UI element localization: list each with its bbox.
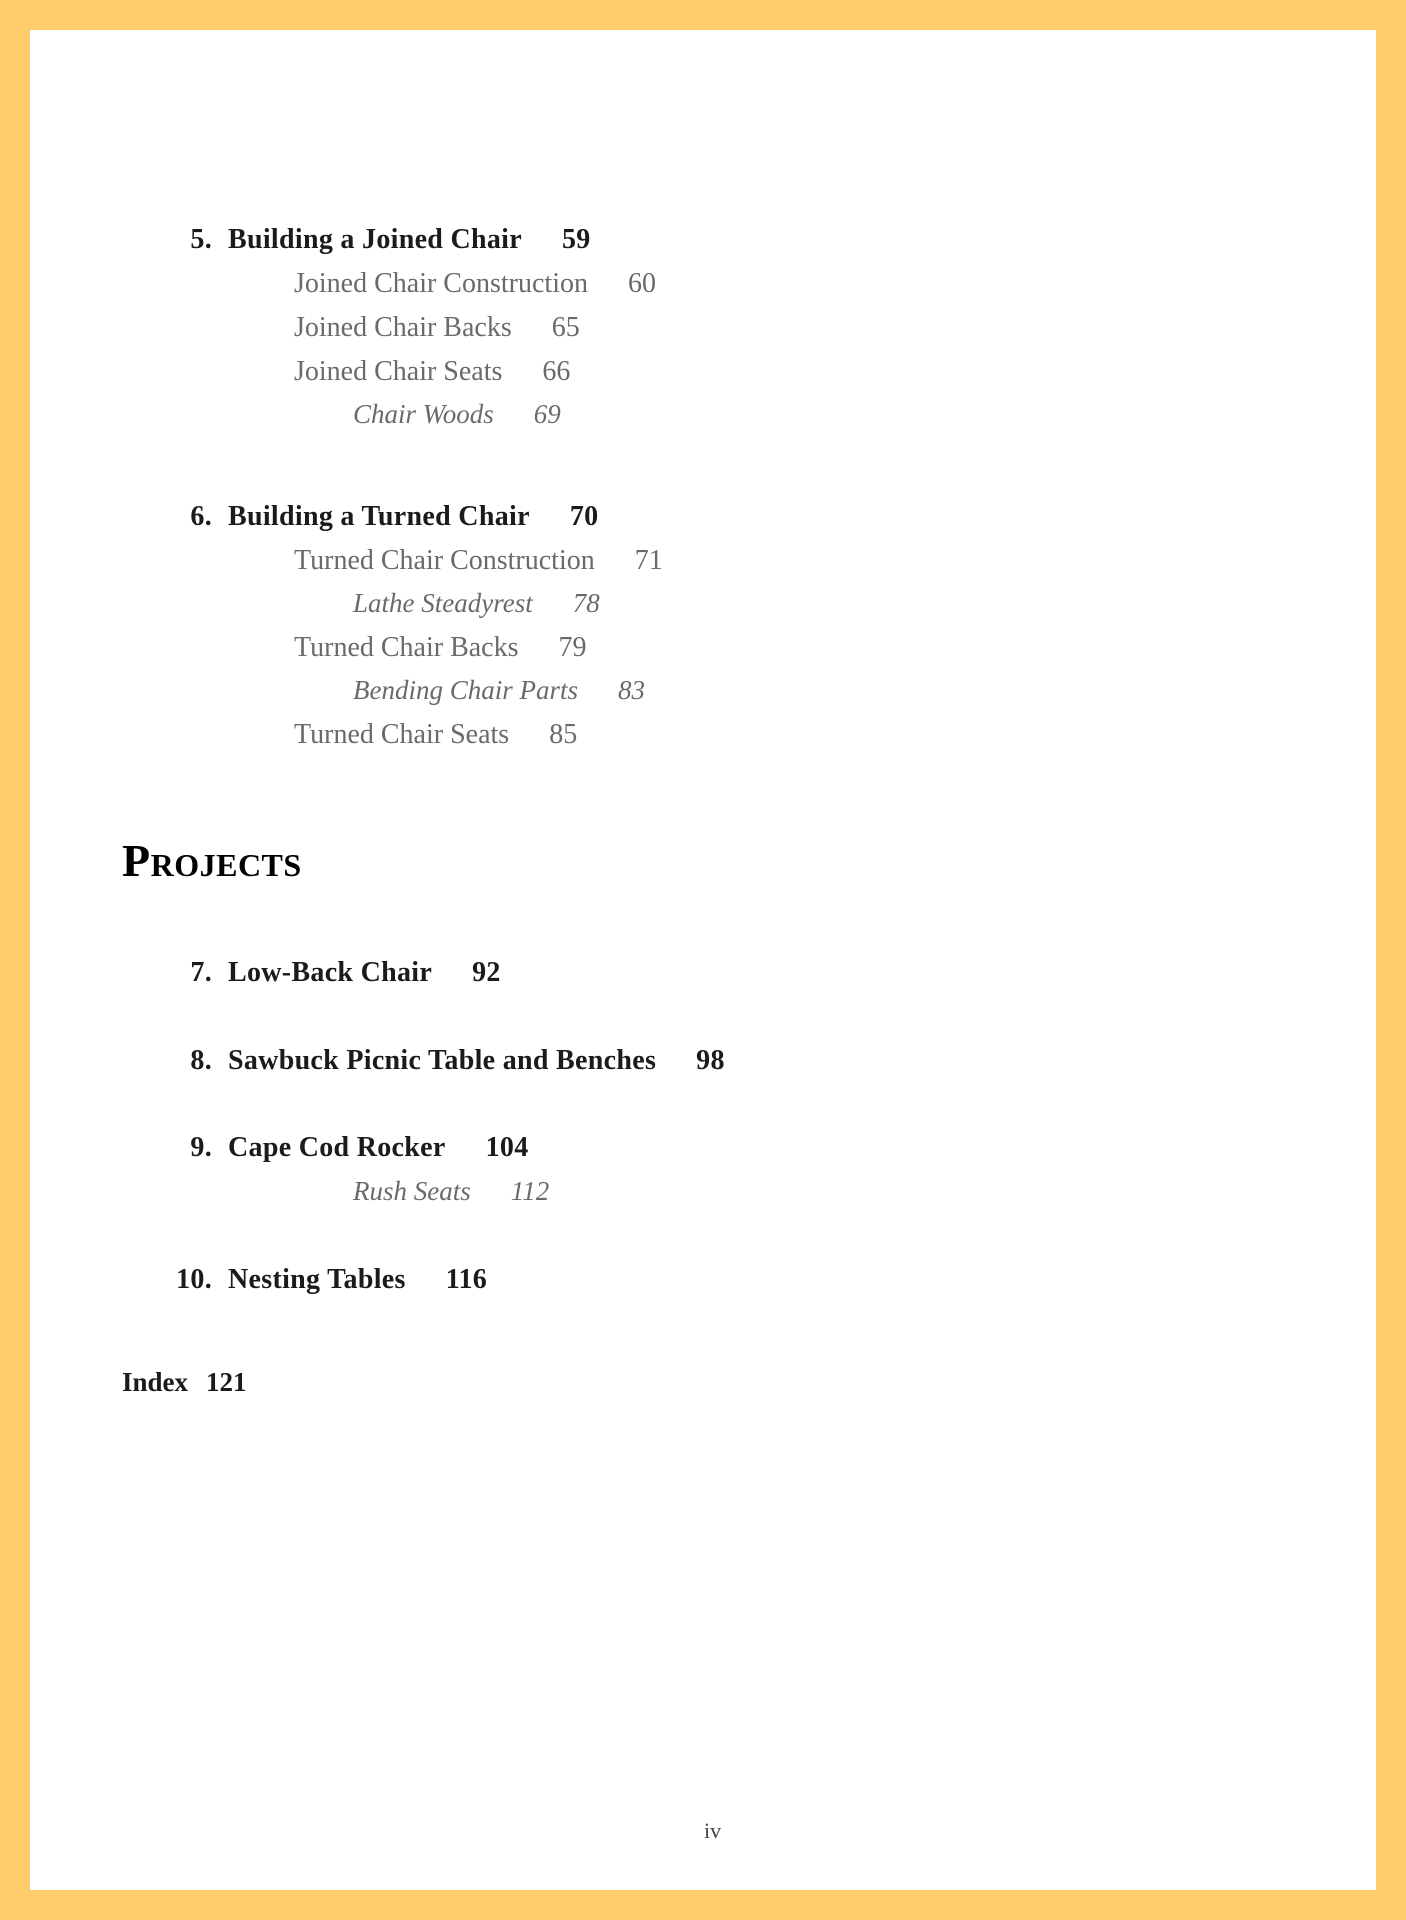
section-page-number: 71 [634,545,663,576]
toc-sidebar-chair-woods[interactable] [353,401,561,428]
toc-sidebar-lathe-steadyrest[interactable] [353,590,600,617]
section-title: Joined Chair Construction [294,268,588,299]
page-folio: iv [704,1818,722,1843]
toc-page [30,30,1376,1890]
toc-section-turned-chair-construction[interactable] [294,547,663,575]
sidebar-title: Chair Woods [353,399,494,429]
chapter-page-number: 98 [696,1045,725,1076]
toc-chapter-8[interactable] [172,1047,725,1075]
chapter-title: Sawbuck Picnic Table and Benches [228,1045,657,1076]
toc-section-turned-chair-seats[interactable] [294,721,577,749]
toc-chapter-10[interactable] [172,1266,487,1294]
toc-chapter-7[interactable] [172,959,501,987]
sidebar-page-number: 112 [510,1176,550,1206]
chapter-number: 7. [190,957,212,988]
chapter-title: Cape Cod Rocker [228,1132,446,1163]
chapter-page-number: 59 [561,224,591,255]
chapter-page-number: 92 [472,957,501,988]
section-title: Turned Chair Construction [294,545,595,576]
section-title: Joined Chair Seats [294,356,503,387]
toc-sidebar-rush-seats[interactable] [353,1178,549,1205]
sidebar-title: Lathe Steadyrest [353,588,533,618]
sidebar-title: Bending Chair Parts [353,675,579,705]
section-title: Turned Chair Backs [294,632,519,663]
chapter-title: Building a Joined Chair [228,224,522,255]
toc-index[interactable] [122,1369,247,1396]
toc-chapter-5[interactable] [172,226,591,254]
chapter-page-number: 116 [445,1264,488,1295]
toc-section-joined-chair-construction[interactable] [294,270,656,298]
sidebar-page-number: 78 [572,588,600,618]
toc-chapter-9[interactable] [172,1134,529,1162]
toc-chapter-6[interactable] [172,503,598,531]
section-page-number: 60 [627,268,656,299]
chapter-title: Nesting Tables [228,1264,406,1295]
chapter-number: 9. [190,1132,212,1163]
chapter-number: 8. [190,1045,212,1076]
chapter-page-number: 70 [569,501,599,532]
section-page-number: 65 [551,312,580,343]
chapter-title: Low-Back Chair [228,957,433,988]
section-page-number: 79 [558,632,587,663]
chapter-number: 6. [190,501,212,532]
chapter-number: 10. [176,1264,212,1295]
section-page-number: 66 [542,356,571,387]
sidebar-title: Rush Seats [353,1176,471,1206]
toc-section-turned-chair-backs[interactable] [294,634,587,662]
section-title: Turned Chair Seats [294,719,510,750]
chapter-number: 5. [190,224,212,255]
sidebar-page-number: 83 [618,675,646,705]
toc-section-joined-chair-seats[interactable] [294,358,570,386]
chapter-page-number: 104 [485,1132,529,1163]
section-title: Joined Chair Backs [294,312,512,343]
index-page-number: 121 [206,1367,247,1397]
chapter-title: Building a Turned Chair [228,501,530,532]
section-page-number: 85 [549,719,578,750]
sidebar-page-number: 69 [533,399,561,429]
projects-heading: Projects [122,835,302,886]
index-label: Index [122,1367,189,1397]
toc-sidebar-bending-chair-parts[interactable] [353,677,645,704]
toc-section-joined-chair-backs[interactable] [294,314,580,342]
